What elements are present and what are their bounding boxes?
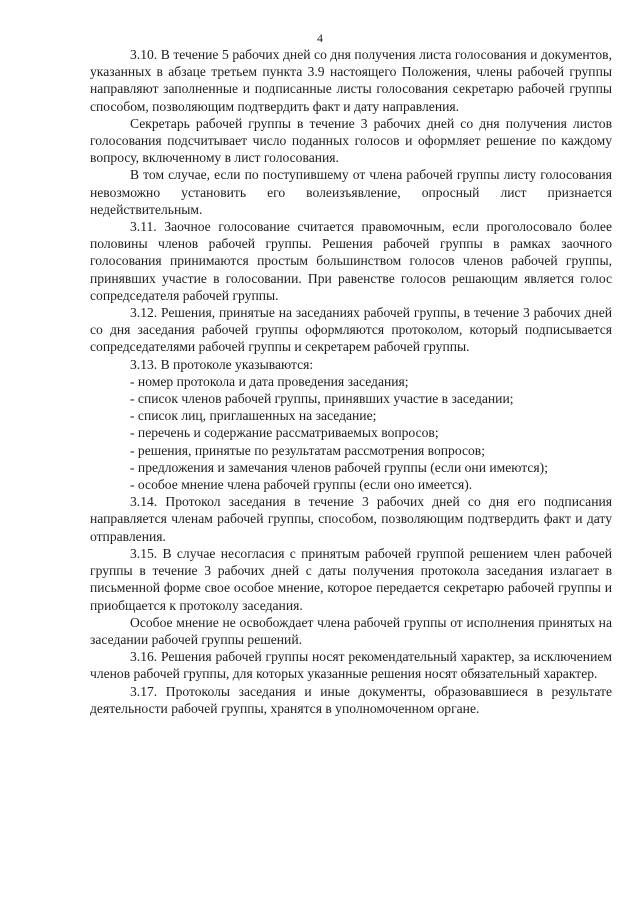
paragraph-invalid-ballot: В том случае, если по поступившему от члена рабочей группы листу голосования невозможно установить его волеизъявление, опросный лист признается недействительным. [90,167,612,217]
paragraph-3-15: 3.15. В случае несогласия с принятым рабочей группой решением член рабочей группы в течение 3 рабочих дней с даты получения протокола заседания излагает в письменной форме свое особое мнение, которое передается секретарю рабочей группы и приобщается к протоколу заседания. [90,545,612,613]
paragraph-3-10: 3.10. В течение 5 рабочих дней со дня получения листа голосования и документов, указанных в абзаце третьем пункта 3.9 настоящего Положения, члены рабочей группы направляют заполненные и подписанные листы голосования секретарю рабочей группы способом, позволяющим подтвердить факт и дату направления. [90,47,612,114]
paragraph-3-16: 3.16. Решения рабочей группы носят рекомендательный характер, за исключением членов рабочей группы, для которых указанные решения носят обязательный характер. [90,649,612,682]
list-item: - список членов рабочей группы, принявших участие в заседании; [130,391,514,407]
list-item: - особое мнение члена рабочей группы (если оно имеется). [130,477,473,493]
paragraph-special-opinion: Особое мнение не освобождает члена рабочей группы от исполнения принятых на заседании рабочей группы решений. [90,614,612,647]
paragraph-3-14: 3.14. Протокол заседания в течение 3 рабочих дней со дня его подписания направляется членам рабочей группы, способом, позволяющим подтвердить факт и дату отправления. [90,494,612,544]
list-item: - предложения и замечания членов рабочей группы (если они имеются); [130,459,548,475]
paragraph-secretary-counting: Секретарь рабочей группы в течение 3 рабочих дней со дня получения листов голосования подсчитывает число поданных голосов и оформляет решение по каждому вопросу, включенному в лист голосования. [90,115,612,166]
paragraph-3-11: 3.11. Заочное голосование считается правомочным, если проголосовало более половины членов рабочей группы. Решения рабочей группы в рамках заочного голосования принимаются простым большинством голосов членов рабочей группы, принявших участие в голосовании. При равенстве голосов решающим является голос сопредседателя рабочей группы. [90,219,612,303]
page-number: 4 [317,31,323,45]
paragraph-3-13: 3.13. В протоколе указываются: [130,356,314,372]
list-item: - список лиц, приглашенных на заседание; [130,408,377,424]
document-body [90,46,612,717]
paragraph-3-17: 3.17. Протоколы заседания и иные документы, образовавшиеся в результате деятельности рабочей группы, хранятся в уполномоченном органе. [90,683,612,716]
list-item: - решения, принятые по результатам рассмотрения вопросов; [130,442,485,458]
paragraph-3-12: 3.12. Решения, принятые на заседаниях рабочей группы, в течение 3 рабочих дней со дня заседания рабочей группы оформляются протоколом, который подписывается сопредседателями рабочей группы и секретарем рабочей группы. [90,305,612,355]
list-item: - номер протокола и дата проведения заседания; [130,373,409,389]
list-item: - перечень и содержание рассматриваемых вопросов; [130,425,439,441]
